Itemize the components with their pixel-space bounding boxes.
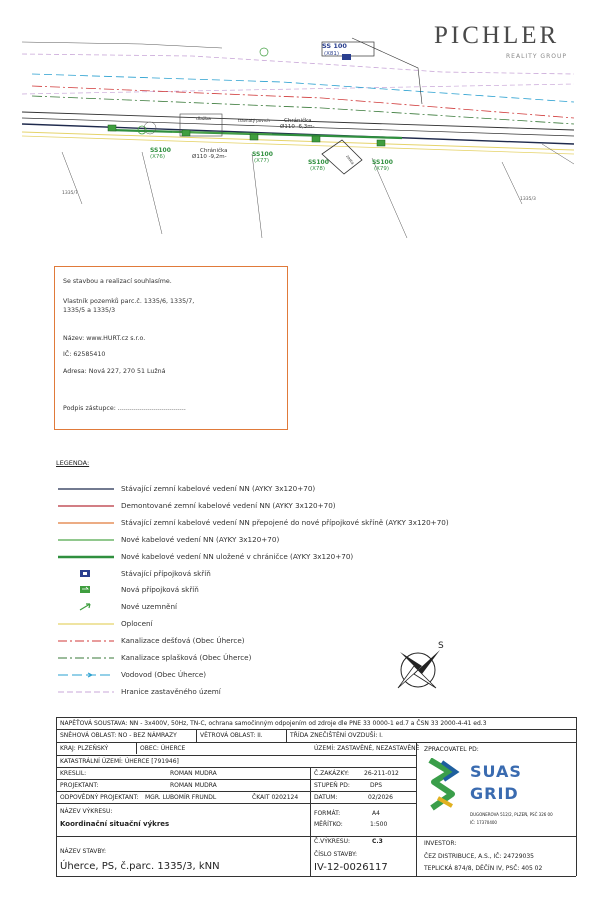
responsible-label: ODPOVĚDNÝ PROJEKTANT: (60, 794, 139, 801)
legend-symbol (58, 499, 114, 513)
label-x81: (X81) (324, 51, 340, 57)
pichler-logo: PICHLER (434, 22, 560, 49)
legend-item (58, 583, 538, 597)
legend-item (58, 516, 538, 530)
format-label: FORMÁT: (314, 810, 341, 817)
processor-brand-grid: GRID (470, 784, 519, 803)
stage-label: STUPEŇ PD: (314, 782, 350, 789)
approval-name: Název: www.HURT.cz s.r.o. (63, 335, 146, 342)
label-x79: (X79) (374, 166, 390, 172)
legend-item (58, 668, 538, 682)
legend-item-text: Oplocení (121, 619, 153, 629)
legend-item-text: Nová přípojková skříň (121, 585, 199, 595)
legend-symbol (58, 685, 114, 699)
legend-symbol (58, 533, 114, 547)
building-name-label: NÁZEV STAVBY: (60, 848, 107, 855)
label-chranicka-b: Chránička (284, 118, 312, 124)
legend-item-text: Kanalizace dešťová (Obec Úherce) (121, 636, 245, 646)
ckait: ČKAIT 0202124 (252, 794, 299, 801)
approval-line1: Se stavbou a realizací souhlasíme. (63, 278, 172, 285)
approval-line2: Vlastník pozemků parc.č. 1335/6, 1335/7, (63, 298, 195, 305)
legend-item (58, 567, 538, 581)
legend-item-text: Stávající přípojková skříň (121, 568, 211, 578)
label-x76: (X76) (150, 154, 166, 160)
legend-symbol (58, 482, 114, 496)
processor-address: DUGONEROVA 512/2, PLZEŇ, PSČ 326 00 (470, 812, 553, 817)
label-ss100-x81: SS 100 (322, 42, 347, 50)
suas-grid-logo-icon (422, 758, 462, 814)
designer-label: PROJEKTANT: (60, 782, 99, 789)
legend-item-text: Stávající zemní kabelové vedení NN přepojené do nové přípojkové skříně (AYKY 3x120+70) (121, 517, 449, 527)
legend-item (58, 600, 538, 614)
pollution-class: TŘÍDA ZNEČIŠTĚNÍ OVZDUŠÍ: I. (290, 732, 383, 739)
legend-symbol (58, 583, 114, 597)
label-parcel-1335-3: 1335/3 (520, 197, 536, 202)
legend-item-text: Nové kabelové vedení NN (AYKY 3x120+70) (121, 534, 280, 544)
drew: ROMAN MUDRA (170, 770, 217, 777)
label-chranicka-b-dim: Ø110 -6,3m- (280, 124, 315, 130)
label-chranicka-a-dim: Ø110 -9,2m- (192, 154, 227, 160)
investor-label: INVESTOR: (424, 840, 457, 847)
label-trvaly-povrch: travnatý povrch (238, 118, 270, 123)
legend-symbol (58, 668, 114, 682)
processor-label: ZPRACOVATEL PD: (424, 746, 479, 753)
legend-item (58, 651, 538, 665)
legend-item-text: Hranice zastavěného území (121, 686, 221, 696)
legend-symbol (58, 567, 114, 581)
building-no-label: ČÍSLO STAVBY: (314, 851, 358, 858)
wind-area: VĚTROVÁ OBLAST: II. (200, 732, 263, 739)
investor-line1: ČEZ DISTRIBUCE, A.S., IČ: 24729035 (424, 853, 534, 860)
label-x78: (X78) (310, 166, 326, 172)
label-ss100-x78: SS100 (308, 159, 329, 166)
drawing-no-label: Č.VÝKRESU: (314, 838, 350, 845)
processor-ico: IČ: 17370400 (470, 820, 497, 825)
legend-symbol (58, 617, 114, 631)
legend-symbol (58, 550, 114, 564)
cadastre: KATASTRÁLNÍ ÚZEMÍ: ÚHERCE [791946] (60, 758, 179, 765)
legend-symbol (58, 651, 114, 665)
scale-label: MĚŘÍTKO: (314, 821, 343, 828)
approval-ico: IČ: 62585410 (63, 351, 106, 358)
legend-item (58, 482, 538, 496)
legend-item-text: Nové uzemnění (121, 602, 178, 612)
compass-label: S (438, 641, 444, 651)
approval-box (54, 266, 288, 430)
compass-icon (390, 640, 450, 700)
processor-brand-suas: SUAS (470, 762, 522, 781)
building-no: IV-12-0026117 (314, 862, 388, 873)
label-ss100-x77: SS100 (252, 151, 273, 158)
investor-line2: TEPLICKÁ 874/8, DĚČÍN IV, PSČ: 405 02 (424, 865, 543, 872)
label-ss100-x79: SS100 (372, 159, 393, 166)
building-name: Úherce, PS, č.parc. 1335/3, kNN (60, 861, 220, 872)
label-chranicka-a: Chránička (200, 148, 228, 154)
label-x77: (X77) (254, 158, 270, 164)
legend-symbol (58, 600, 114, 614)
site-plan-drawing (22, 34, 574, 238)
legend-item (58, 617, 538, 631)
legend-item (58, 550, 538, 564)
designer: ROMAN MUDRA (170, 782, 217, 789)
label-ss100-x76: SS100 (150, 147, 171, 154)
pichler-logo-subtitle: REALITY GROUP (506, 53, 567, 60)
approval-address: Adresa: Nová 227, 270 51 Lužná (63, 368, 166, 375)
legend-symbol (58, 634, 114, 648)
drawing-no: C.3 (372, 838, 383, 845)
order-label: Č.ZAKÁZKY: (314, 770, 349, 777)
municipality: OBEC: ÚHERCE (140, 745, 186, 752)
date-label: DATUM: (314, 794, 338, 801)
order: 26-211-012 (364, 770, 399, 777)
snow-area: SNĚHOVÁ OBLAST: NO - BEZ NÁMRAZY (60, 732, 177, 739)
approval-signature: Podpis zástupce: .................................. (63, 405, 186, 412)
territory: ÚZEMÍ: ZASTAVĚNÉ, NEZASTAVĚNÉ (314, 745, 420, 752)
legend-item-text: Stávající zemní kabelové vedení NN (AYKY 3x120+70) (121, 484, 316, 493)
legend-item (58, 499, 538, 513)
drew-label: KRESLIL: (60, 770, 87, 777)
label-zasta: zasta (345, 153, 356, 166)
responsible: MGR. LUBOMÍR FRUNDL (145, 794, 217, 801)
stage: DPS (370, 782, 383, 789)
legend-item-text: Kanalizace splašková (Obec Úherce) (121, 653, 252, 662)
legend-symbol (58, 516, 114, 530)
date: 02/2026 (368, 794, 393, 801)
legend-item-text: Vodovod (Obec Úherce) (121, 669, 207, 679)
region: KRAJ: PLZEŇSKÝ (60, 745, 109, 752)
legend-title: LEGENDA: (56, 459, 90, 467)
legend-item (58, 685, 538, 699)
label-dlazba: dlažba (196, 117, 211, 122)
scale: 1:500 (370, 821, 388, 828)
drawing-name: Koordinační situační výkres (60, 820, 170, 828)
legend-item-text: Nové kabelové vedení NN uložené v chráničce (AYKY 3x120+70) (121, 551, 354, 561)
format: A4 (372, 810, 380, 817)
legend-item (58, 533, 538, 547)
label-parcel-1335-7: 1335/7 (62, 191, 78, 196)
legend-item (58, 634, 538, 648)
approval-line3: 1335/5 a 1335/3 (63, 307, 116, 314)
drawing-name-label: NÁZEV VÝKRESU: (60, 808, 113, 815)
voltage: NAPĚŤOVÁ SOUSTAVA: NN - 3x400V, 50Hz, TN-C, ochrana samočinným odpojením od zdroje dle PNE 33 0000-1 ed.7 a ČSN 33 2000-4-41 ed.3 (60, 720, 487, 727)
legend-item-text: Demontované zemní kabelové vedení NN (AYKY 3x120+70) (121, 500, 336, 510)
